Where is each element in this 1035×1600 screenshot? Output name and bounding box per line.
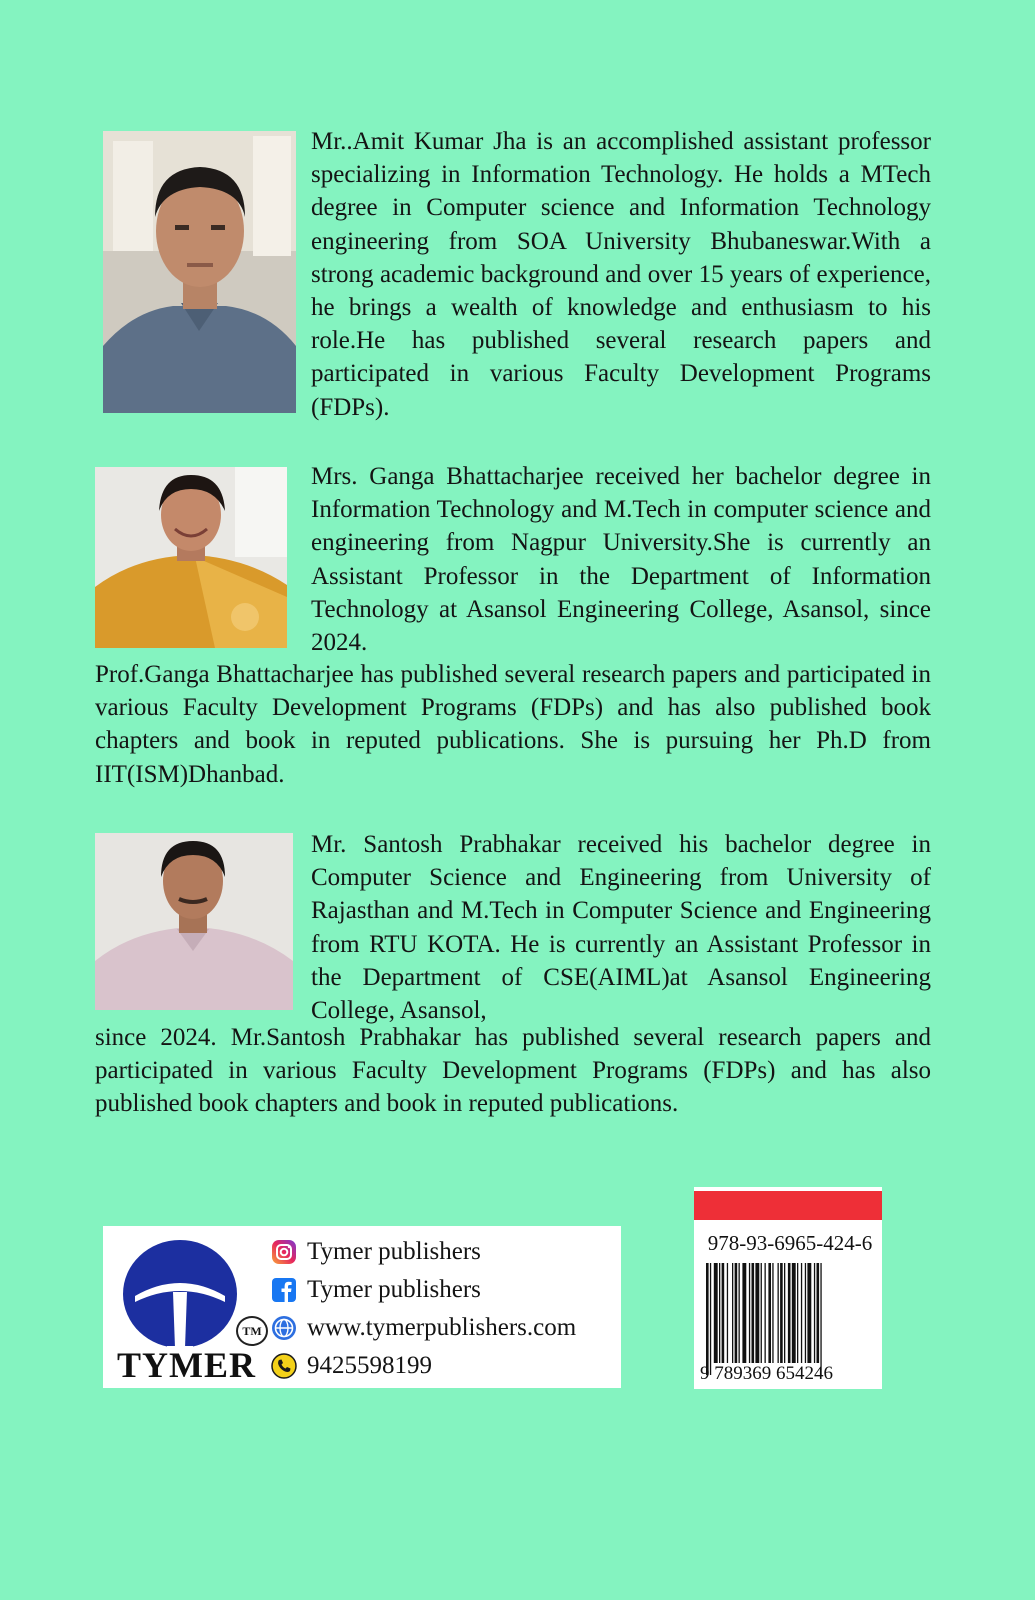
isbn-barcode	[694, 1187, 882, 1389]
contact-facebook-text: Tymer publishers	[307, 1276, 481, 1303]
instagram-icon	[271, 1239, 297, 1265]
globe-icon	[271, 1315, 297, 1341]
trademark-mark: TM	[236, 1316, 268, 1346]
author-photo-ganga-bhattacharjee	[95, 467, 287, 648]
contact-facebook[interactable]	[271, 1272, 481, 1308]
author-photo-santosh-prabhakar	[95, 833, 293, 1010]
barcode-bars	[704, 1263, 874, 1375]
author-photo-amit-kumar-jha	[103, 131, 296, 413]
contact-website-text: www.tymerpublishers.com	[307, 1314, 577, 1341]
author-bio-amit-kumar-jha: Mr..Amit Kumar Jha is an accomplished assistant professor specializing in Information Technology. He holds a MTech degree in Computer science and Information Technology engineering from SOA University Bhubaneswar.With a strong academic background and over 15 years of experience, he brings a wealth of knowledge and enthusiasm to his role.He has published several research papers and participated in various Faculty Development Programs (FDPs).	[311, 128, 931, 421]
facebook-icon	[271, 1277, 297, 1303]
contact-phone[interactable]	[271, 1348, 432, 1384]
barcode-digits: 9 789369 654246	[700, 1363, 833, 1384]
author-bio-santosh-prabhakar: Mr. Santosh Prabhakar received his bachelor degree in Computer Science and Engineering from University of Rajasthan and M.Tech in Computer Science and Engineering from RTU KOTA. He is currently an Assistant Professor in the Department of CSE(AIML)at Asansol Engineering College, Asansol,	[311, 831, 931, 1025]
phone-icon	[271, 1353, 297, 1379]
contact-phone-text: 9425598199	[307, 1352, 432, 1379]
publisher-logo-text: TYMER	[117, 1345, 256, 1385]
contact-instagram[interactable]	[271, 1234, 481, 1270]
tymer-logo-icon	[121, 1238, 239, 1358]
contact-instagram-text: Tymer publishers	[307, 1238, 481, 1265]
isbn-number: 978-93-6965-424-6	[707, 1231, 873, 1255]
author-bio-ganga-bhattacharjee: Mrs. Ganga Bhattacharjee received her bachelor degree in Information Technology and M.Tech in computer science and engineering from Nagpur University.She is currently an Assistant Professor in the Department of Information Technology at Asansol Engineering College, Asansol, since 2024.	[311, 463, 931, 657]
publisher-panel	[103, 1226, 621, 1388]
barcode-red-band	[694, 1191, 882, 1220]
author-bio-santosh-prabhakar-continued: since 2024. Mr.Santosh Prabhakar has published several research papers and participated in various Faculty Development Programs (FDPs) and has also published book chapters and book in reputed publications.	[95, 1024, 931, 1118]
contact-website[interactable]	[271, 1310, 576, 1346]
author-bio-ganga-bhattacharjee-continued: Prof.Ganga Bhattacharjee has published several research papers and participated in various Faculty Development Programs (FDPs) and has also published book chapters and book in reputed publications. She is pursuing her Ph.D from IIT(ISM)Dhanbad.	[95, 661, 931, 788]
